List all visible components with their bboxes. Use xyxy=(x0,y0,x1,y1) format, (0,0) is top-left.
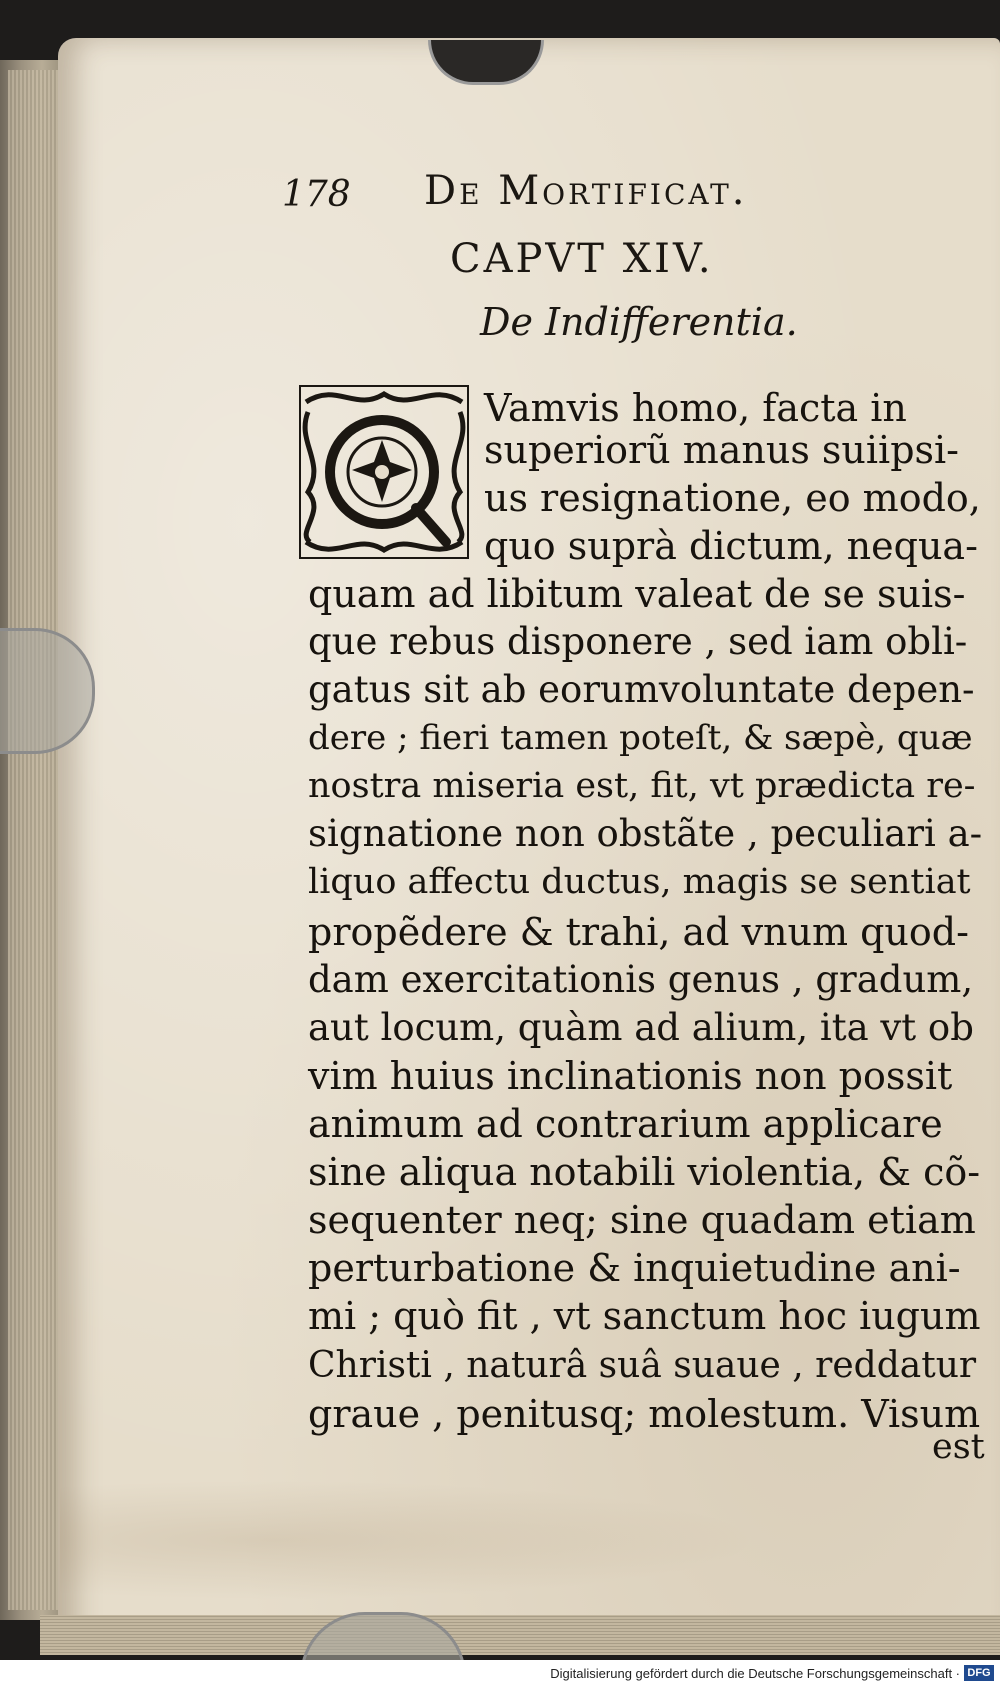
book-page-edges-bottom xyxy=(40,1615,1000,1655)
text-line: dam exercitationis genus , gradum, xyxy=(308,958,974,1001)
running-head: De Mortificat. xyxy=(424,168,748,214)
catchword: est xyxy=(932,1427,985,1467)
text-line: sequenter neq; sine quadam etiam xyxy=(308,1198,976,1242)
text-line: animum ad contrarium applicare xyxy=(308,1102,943,1146)
paper-stain xyxy=(60,1480,760,1600)
text-line: graue , penitusq; molestum. Visum xyxy=(308,1392,981,1436)
text-line: mi ; quò fit , vt sanctum hoc iugum xyxy=(308,1294,981,1338)
text-line: signatione non obstãte , peculiari a- xyxy=(308,812,983,855)
text-line: superiorũ manus suiipsi- xyxy=(484,428,960,472)
text-line: quo suprà dictum, nequa- xyxy=(484,524,978,568)
chapter-title: CAPVT XIV. xyxy=(450,236,714,282)
text-line: us resignatione, eo modo, xyxy=(484,476,981,520)
page-number: 178 xyxy=(282,174,351,215)
dfg-logo: DFG xyxy=(964,1665,994,1681)
text-line: sine aliqua notabili violentia, & cõ- xyxy=(308,1150,981,1194)
text-line: aut locum, quàm ad alium, ita vt ob xyxy=(308,1006,974,1049)
footer-bar xyxy=(0,1660,1000,1688)
text-line: Christi , naturâ suâ suaue , reddatur xyxy=(308,1345,977,1386)
text-line: quam ad libitum valeat de se suis- xyxy=(308,572,966,616)
text-line: nostra miseria est, fit, vt prædicta re- xyxy=(308,766,976,806)
ornament-icon xyxy=(296,382,472,562)
text-line: gatus sit ab eorumvoluntate depen- xyxy=(308,668,975,711)
text-line: que rebus disponere , sed iam obli- xyxy=(308,620,968,663)
page-header xyxy=(282,168,842,228)
decorated-initial-q xyxy=(296,382,472,562)
text-line: dere ; fieri tamen poteſt, & sæpè, quæ xyxy=(308,718,973,758)
text-line: liquo affectu ductus, magis se sentiat xyxy=(308,862,971,902)
funding-credit: Digitalisierung gefördert durch die Deutsche Forschungsgemeinschaft · xyxy=(550,1666,960,1681)
text-line: Vamvis homo, facta in xyxy=(484,386,907,430)
text-line: vim huius inclinationis non possit xyxy=(308,1054,953,1098)
text-line: propẽdere & trahi, ad vnum quod- xyxy=(308,910,969,954)
chapter-subtitle: De Indifferentia. xyxy=(480,300,798,344)
text-line: perturbatione & inquietudine ani- xyxy=(308,1246,961,1290)
